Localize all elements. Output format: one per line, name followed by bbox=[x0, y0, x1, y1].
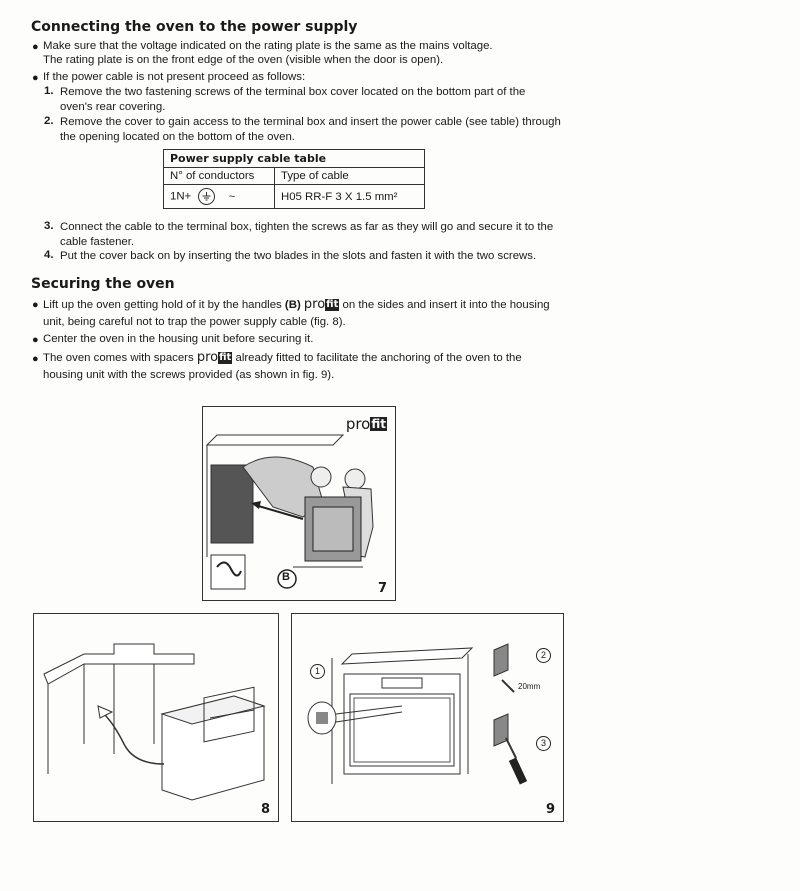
fig9-callout-2: 2 bbox=[536, 648, 551, 663]
table-cell-cable: H05 RR-F 3 X 1.5 mm² bbox=[275, 185, 425, 209]
bullet: ● bbox=[32, 41, 39, 53]
fig9-callout-1: 1 bbox=[310, 664, 325, 679]
profit-logo: profit bbox=[303, 297, 339, 312]
bullet: ● bbox=[32, 72, 39, 84]
text-line: The oven comes with spacers profit already fitted to facilitate the anchoring of the oven to the bbox=[43, 350, 522, 365]
bullet: ● bbox=[32, 299, 39, 311]
text-line: Lift up the oven getting hold of it by the handles (B) profit on the sides and insert it into the housing bbox=[43, 297, 550, 312]
profit-logo: profit bbox=[196, 350, 232, 365]
text-line: Remove the two fastening screws of the terminal box cover located on the bottom part of the bbox=[60, 86, 526, 98]
table-header-conductors: N° of conductors bbox=[164, 168, 275, 185]
text-line: the opening located on the bottom of the oven. bbox=[60, 131, 295, 143]
ground-icon bbox=[198, 188, 215, 205]
table-cell-conductors bbox=[164, 185, 275, 209]
conductors-value: 1N+ bbox=[170, 190, 192, 203]
text-line: The rating plate is on the front edge of the oven (visible when the door is open). bbox=[43, 54, 444, 66]
figure-9 bbox=[291, 613, 564, 822]
fig9-dimension: 20mm bbox=[518, 682, 541, 691]
fig8-illustration bbox=[34, 614, 278, 821]
figure-7 bbox=[202, 406, 396, 601]
text-line: housing unit with the screws provided (as shown in fig. 9). bbox=[43, 369, 335, 381]
fig7-illustration bbox=[203, 407, 395, 600]
step-number: 2. bbox=[44, 115, 54, 127]
step-number: 1. bbox=[44, 85, 54, 97]
table-header-cable-type: Type of cable bbox=[275, 168, 425, 185]
text-line: Remove the cover to gain access to the terminal box and insert the power cable (see table) through bbox=[60, 116, 561, 128]
section-title-securing: Securing the oven bbox=[31, 276, 175, 292]
step-number: 3. bbox=[44, 220, 54, 232]
fig7-label-b: B bbox=[282, 571, 290, 583]
power-cable-table bbox=[163, 149, 425, 209]
text-line: Center the oven in the housing unit before securing it. bbox=[43, 333, 314, 345]
fig7-number: 7 bbox=[377, 581, 387, 596]
table-title: Power supply cable table bbox=[164, 150, 425, 168]
fig9-callout-3: 3 bbox=[536, 736, 551, 751]
text-line: Put the cover back on by inserting the two blades in the slots and fasten it with the two screws. bbox=[60, 250, 537, 262]
text-line: cable fastener. bbox=[60, 236, 135, 248]
section-title-power-supply: Connecting the oven to the power supply bbox=[31, 19, 358, 35]
step-number: 4. bbox=[44, 249, 54, 261]
text-line: Make sure that the voltage indicated on the rating plate is the same as the mains voltage. bbox=[43, 40, 493, 52]
fig7-logo: profit bbox=[345, 415, 386, 433]
bullet: ● bbox=[32, 353, 39, 365]
text-line: If the power cable is not present proceed as follows: bbox=[43, 71, 306, 83]
text-line: Connect the cable to the terminal box, tighten the screws as far as they will go and secure it to the bbox=[60, 221, 554, 233]
ac-symbol: ~ bbox=[228, 190, 236, 203]
text-line: oven's rear covering. bbox=[60, 101, 166, 113]
fig9-illustration bbox=[292, 614, 563, 821]
text-line: unit, being careful not to trap the power supply cable (fig. 8). bbox=[43, 316, 346, 328]
figure-8 bbox=[33, 613, 279, 822]
fig9-number: 9 bbox=[545, 802, 555, 817]
bullet: ● bbox=[32, 334, 39, 346]
fig8-number: 8 bbox=[260, 802, 270, 817]
